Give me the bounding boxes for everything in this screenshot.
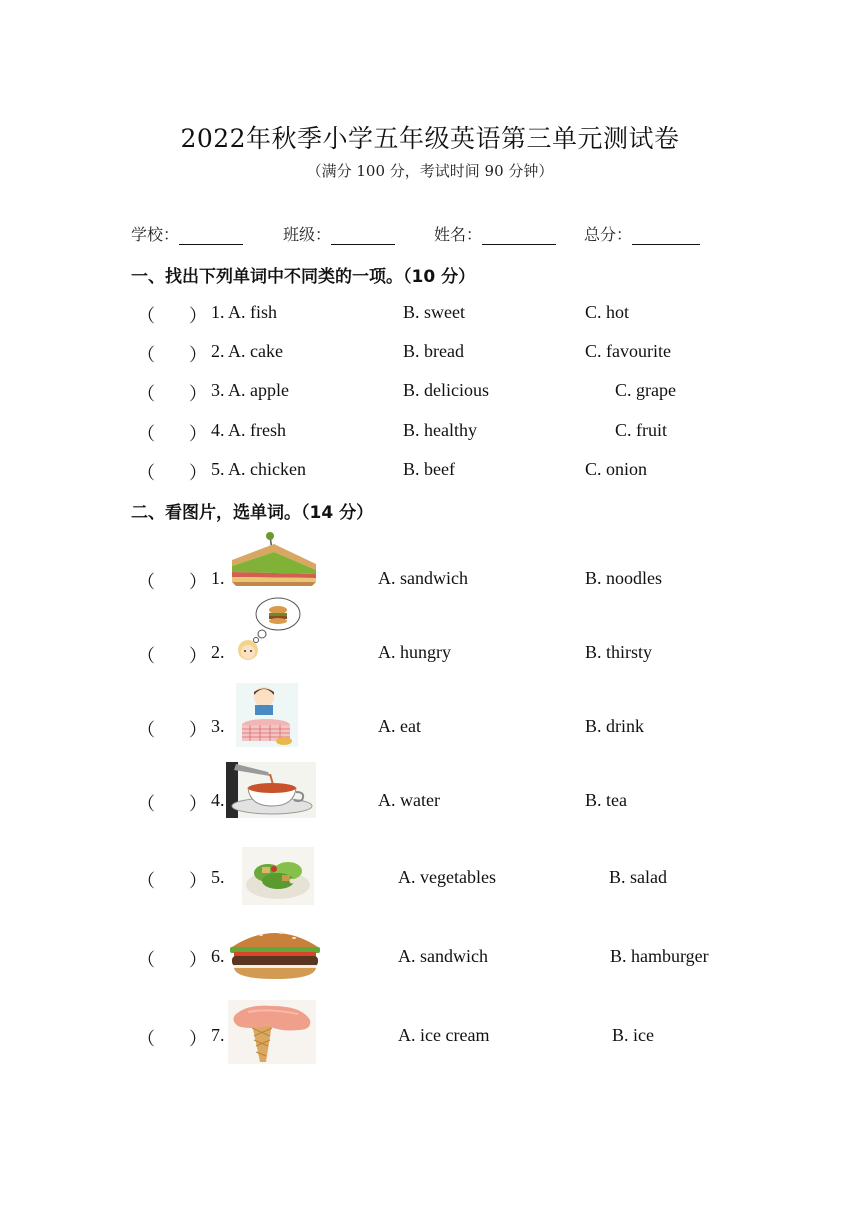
answer-paren-open[interactable]: （ xyxy=(137,646,155,666)
answer-paren-close[interactable]: ） xyxy=(189,384,207,404)
option-a: A. eat xyxy=(378,716,421,736)
option-c: C. onion xyxy=(585,459,648,479)
option-b: B. noodles xyxy=(585,568,663,588)
answer-paren-open[interactable]: （ xyxy=(137,384,155,404)
score-field xyxy=(584,222,700,245)
option-b: B. bread xyxy=(403,341,464,361)
question-number: 5. xyxy=(211,867,225,887)
score-blank[interactable] xyxy=(632,226,700,245)
score-label: 总分： xyxy=(584,225,633,244)
name-blank[interactable] xyxy=(482,226,556,245)
class-blank[interactable] xyxy=(331,226,395,245)
answer-paren-open[interactable]: （ xyxy=(137,950,155,970)
sandwich-picture xyxy=(230,530,318,588)
answer-paren-open[interactable]: （ xyxy=(137,345,155,365)
option-a: A. sandwich xyxy=(378,568,468,588)
answer-paren-close[interactable]: ） xyxy=(189,720,207,740)
option-c: C. hot xyxy=(585,302,630,322)
option-a: A. hungry xyxy=(378,642,451,662)
page-subtitle: （满分 100 分，考试时间 90 分钟） xyxy=(306,162,554,180)
option-a: 2. A. cake xyxy=(211,341,283,361)
answer-paren-close[interactable]: ） xyxy=(189,950,207,970)
option-a: A. ice cream xyxy=(398,1025,490,1045)
class-label: 班级： xyxy=(283,225,332,244)
answer-paren-open[interactable]: （ xyxy=(137,572,155,592)
school-blank[interactable] xyxy=(179,226,243,245)
option-a: 5. A. chicken xyxy=(211,459,306,479)
option-a: 3. A. apple xyxy=(211,380,289,400)
option-a: A. vegetables xyxy=(398,867,496,887)
answer-paren-open[interactable]: （ xyxy=(137,463,155,483)
section1-heading: 一、找出下列单词中不同类的一项。（10 分） xyxy=(131,267,476,287)
section2-heading: 二、看图片，选单词。（14 分） xyxy=(131,503,374,523)
option-b: B. hamburger xyxy=(610,946,709,966)
answer-paren-close[interactable]: ） xyxy=(189,646,207,666)
option-b: B. salad xyxy=(609,867,667,887)
option-b: B. drink xyxy=(585,716,645,736)
question-number: 3. xyxy=(211,716,225,736)
answer-paren-close[interactable]: ） xyxy=(189,306,207,326)
option-a: 1. A. fish xyxy=(211,302,278,322)
school-label: 学校： xyxy=(131,225,180,244)
answer-paren-close[interactable]: ） xyxy=(189,424,207,444)
option-a: A. sandwich xyxy=(398,946,488,966)
option-a: A. water xyxy=(378,790,440,810)
option-c: C. fruit xyxy=(615,420,667,440)
name-label: 姓名： xyxy=(434,225,483,244)
question-number: 1. xyxy=(211,568,225,588)
question-number: 6. xyxy=(211,946,225,966)
hamburger-picture xyxy=(226,923,324,981)
answer-paren-close[interactable]: ） xyxy=(189,572,207,592)
question-number: 4. xyxy=(211,790,225,810)
answer-paren-close[interactable]: ） xyxy=(189,1029,207,1049)
answer-paren-open[interactable]: （ xyxy=(137,871,155,891)
option-a: 4. A. fresh xyxy=(211,420,286,440)
option-c: C. grape xyxy=(615,380,676,400)
boy-eating-picture xyxy=(236,683,298,747)
school-field xyxy=(131,222,243,245)
option-b: B. ice xyxy=(612,1025,654,1045)
answer-paren-open[interactable]: （ xyxy=(137,306,155,326)
page-title: 2022年秋季小学五年级英语第三单元测试卷 xyxy=(180,124,680,153)
option-b: B. tea xyxy=(585,790,627,810)
name-field xyxy=(434,222,556,245)
answer-paren-open[interactable]: （ xyxy=(137,720,155,740)
question-number: 2. xyxy=(211,642,225,662)
option-b: B. healthy xyxy=(403,420,477,440)
answer-paren-open[interactable]: （ xyxy=(137,794,155,814)
answer-paren-close[interactable]: ） xyxy=(189,345,207,365)
option-b: B. delicious xyxy=(403,380,489,400)
tea-cup-picture xyxy=(226,762,316,818)
answer-paren-open[interactable]: （ xyxy=(137,1029,155,1049)
option-b: B. sweet xyxy=(403,302,465,322)
answer-paren-close[interactable]: ） xyxy=(189,871,207,891)
class-field xyxy=(283,222,395,245)
answer-paren-open[interactable]: （ xyxy=(137,424,155,444)
option-c: C. favourite xyxy=(585,341,671,361)
hungry-girl-picture xyxy=(234,596,304,662)
answer-paren-close[interactable]: ） xyxy=(189,794,207,814)
option-b: B. thirsty xyxy=(585,642,653,662)
salad-picture xyxy=(242,847,314,905)
ice-cream-picture xyxy=(228,1000,316,1064)
question-number: 7. xyxy=(211,1025,225,1045)
option-b: B. beef xyxy=(403,459,455,479)
answer-paren-close[interactable]: ） xyxy=(189,463,207,483)
